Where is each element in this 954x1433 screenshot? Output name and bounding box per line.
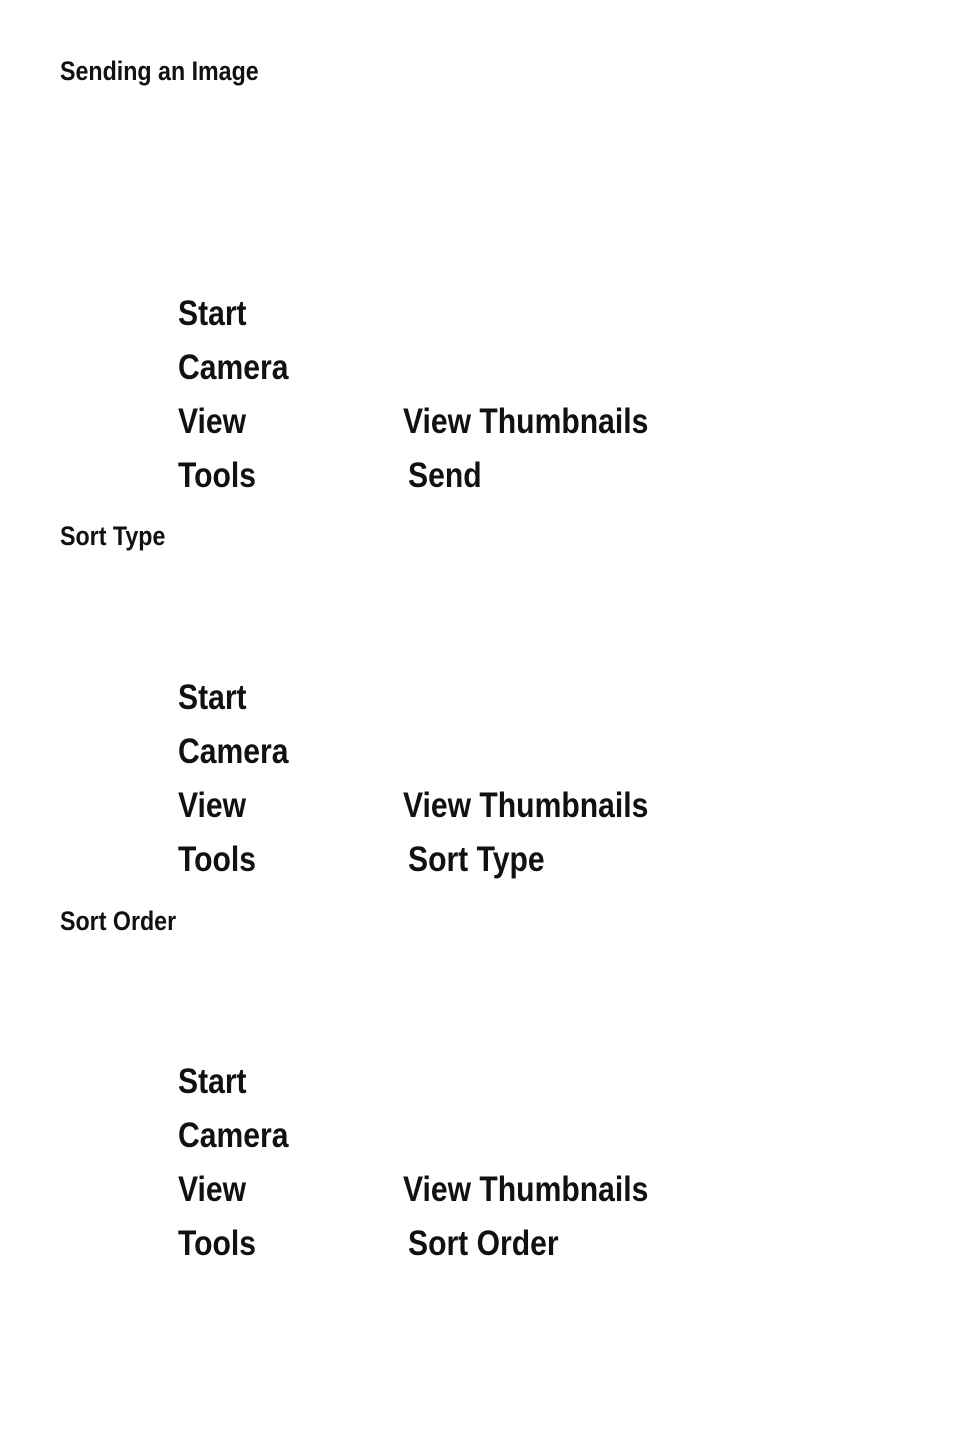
menu-item-view-thumbnails: View Thumbnails (403, 402, 649, 441)
menu-item-tools: Tools (178, 840, 257, 879)
menu-item-camera: Camera (178, 1116, 289, 1155)
section-heading-sort-type: Sort Type (60, 521, 166, 551)
menu-step-tools (178, 1226, 878, 1280)
menu-item-camera: Camera (178, 348, 289, 387)
menu-item-start: Start (178, 1062, 247, 1101)
menu-step-view (178, 1172, 878, 1226)
menu-step-view (178, 788, 878, 842)
menu-item-sort-type: Sort Type (408, 840, 545, 879)
menu-item-view-thumbnails: View Thumbnails (403, 786, 649, 825)
section-heading-sort-order: Sort Order (60, 906, 177, 936)
menu-item-sort-order: Sort Order (408, 1224, 559, 1263)
menu-step-camera (178, 350, 878, 404)
menu-item-view: View (178, 1170, 247, 1209)
menu-item-tools: Tools (178, 1224, 257, 1263)
menu-item-camera: Camera (178, 732, 289, 771)
menu-item-send: Send (408, 456, 482, 495)
menu-item-start: Start (178, 678, 247, 717)
menu-item-start: Start (178, 294, 247, 333)
menu-step-start (178, 1064, 878, 1118)
menu-step-camera (178, 1118, 878, 1172)
menu-step-camera (178, 734, 878, 788)
menu-path-sort-order (178, 1064, 878, 1280)
menu-path-sort-type (178, 680, 878, 896)
menu-item-view: View (178, 786, 247, 825)
menu-path-sending-image (178, 296, 878, 512)
menu-step-view (178, 404, 878, 458)
menu-step-start (178, 680, 878, 734)
menu-item-tools: Tools (178, 456, 257, 495)
section-heading-sending-image: Sending an Image (60, 56, 259, 86)
menu-step-tools (178, 458, 878, 512)
menu-step-start (178, 296, 878, 350)
menu-item-view-thumbnails: View Thumbnails (403, 1170, 649, 1209)
menu-item-view: View (178, 402, 247, 441)
menu-step-tools (178, 842, 878, 896)
